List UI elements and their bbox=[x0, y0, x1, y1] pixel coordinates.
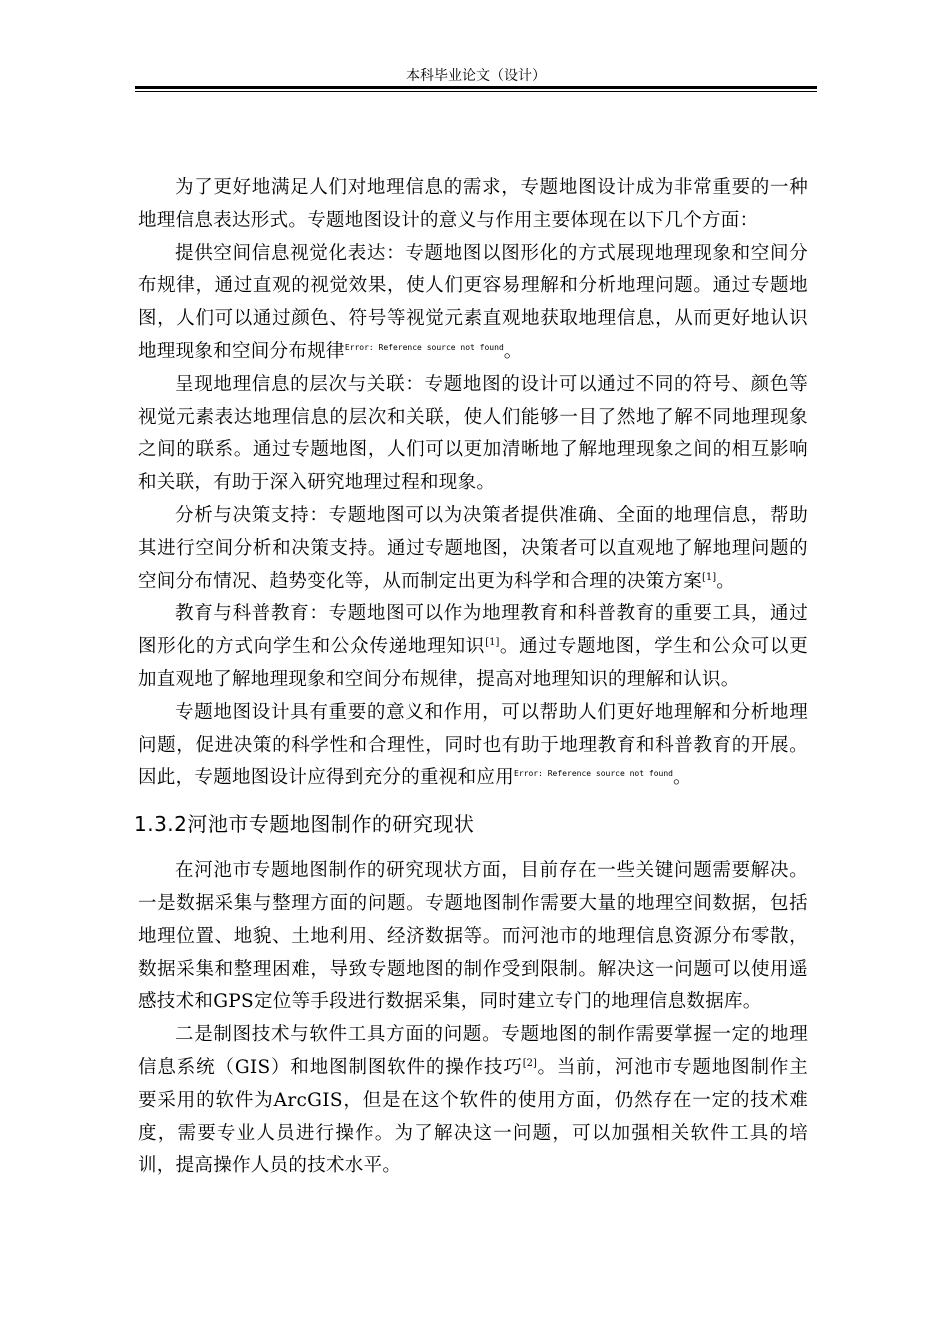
header-rule-thin bbox=[135, 91, 817, 92]
body-text bbox=[134, 172, 808, 1183]
broken-reference: Error: Reference source not found bbox=[344, 342, 504, 352]
citation: [1] bbox=[702, 571, 717, 583]
paragraph: 教育与科普教育：专题地图可以作为地理教育和科普教育的重要工具，通过图形化的方式向学生和公众传递地理知识[1]。通过专题地图，学生和公众可以更加直观地了解地理现象和空间分布规律，提高对地理知识的理解和认识。 bbox=[138, 603, 808, 690]
broken-reference: Error: Reference source not found bbox=[514, 769, 673, 779]
header-rule-thick bbox=[135, 86, 817, 89]
paragraph: 为了更好地满足人们对地理信息的需求，专题地图设计成为非常重要的一种地理信息表达形式。专题地图设计的意义与作用主要体现在以下几个方面： bbox=[138, 177, 808, 231]
paragraph: 在河池市专题地图制作的研究现状方面，目前存在一些关键问题需要解决。一是数据采集与整理方面的问题。专题地图制作需要大量的地理空间数据，包括地理位置、地貌、土地利用、经济数据等。而河池市的地理信息资源分布零散，数据采集和整理困难，导致专题地图的制作受到限制。解决这一问题可以使用遥感技术和GPS定位等手段进行数据采集，同时建立专门的地理信息数据库。 bbox=[138, 860, 808, 1013]
paragraph: 呈现地理信息的层次与关联：专题地图的设计可以通过不同的符号、颜色等视觉元素表达地理信息的层次和关联，使人们能够一目了然地了解不同地理现象之间的联系。通过专题地图，人们可以更加清晰地了解地理现象之间的相互影响和关联，有助于深入研究地理过程和现象。 bbox=[138, 373, 808, 494]
section-title: 河池市专题地图制作的研究现状 bbox=[187, 812, 475, 837]
section-number: 1.3.2 bbox=[134, 812, 188, 837]
section-heading bbox=[134, 809, 808, 839]
paragraph: 专题地图设计具有重要的意义和作用，可以帮助人们更好地理解和分析地理问题，促进决策的科学性和合理性，同时也有助于地理教育和科普教育的开展。因此，专题地图设计应得到充分的重视和应用$^{Error: Reference source not found}$。 bbox=[138, 701, 808, 789]
running-header: 本科毕业论文（设计） bbox=[406, 68, 546, 84]
citation: [2] bbox=[522, 1057, 537, 1069]
paragraph: 提供空间信息视觉化表达：专题地图以图形化的方式展现地理现象和空间分布规律，通过直观的视觉效果，使人们更容易理解和分析地理问题。通过专题地图，人们可以通过颜色、符号等视觉元素直观地获取地理信息，从而更好地认识地理现象和空间分布规律$^{Error: Reference source not found}$。 bbox=[138, 242, 808, 362]
paragraph: 二是制图技术与软件工具方面的问题。专题地图的制作需要掌握一定的地理信息系统（GIS）和地图制图软件的操作技巧[2]。当前，河池市专题地图制作主要采用的软件为ArcGIS，但是在这个软件的使用方面，仍然存在一定的技术难度，需要专业人员进行操作。为了解决这一问题，可以加强相关软件工具的培训，提高操作人员的技术水平。 bbox=[138, 1024, 808, 1177]
citation: [1] bbox=[485, 637, 500, 648]
paragraph: 分析与决策支持：专题地图可以为决策者提供准确、全面的地理信息，帮助其进行空间分析和决策支持。通过专题地图，决策者可以直观地了解地理问题的空间分布情况、趋势变化等，从而制定出更为科学和合理的决策方案[1]。 bbox=[138, 504, 808, 592]
